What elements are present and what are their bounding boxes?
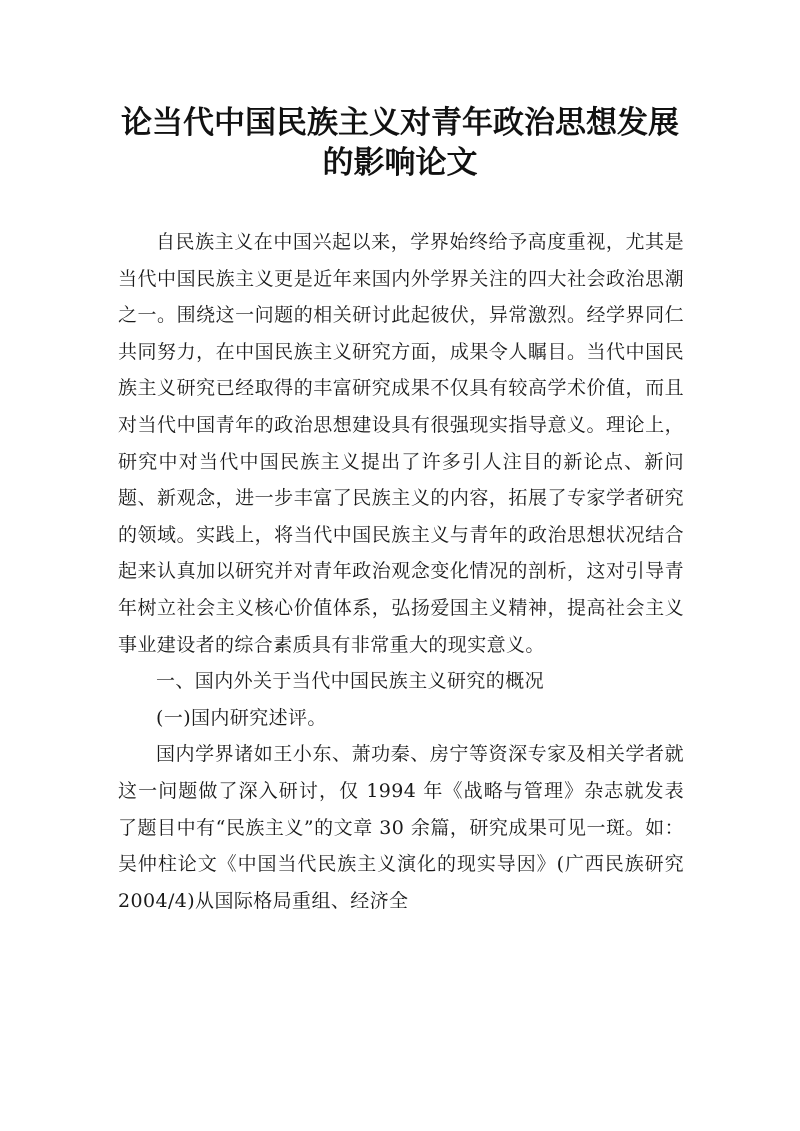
section-heading-1: 一、国内外关于当代中国民族主义研究的概况 bbox=[156, 670, 545, 693]
document-title: 论当代中国民族主义对青年政治思想发展 bbox=[121, 105, 679, 141]
document-title-continued: 的影响论文 bbox=[322, 145, 478, 181]
subsection-heading-1: (一)国内研究述评。 bbox=[156, 706, 327, 729]
document-body bbox=[118, 224, 684, 919]
paragraph-intro: 自民族主义在中国兴起以来，学界始终给予高度重视，尤其是当代中国民族主义更是近年来国内外学界关注的四大社会政治思潮之一。围绕这一问题的相关研讨此起彼伏，异常激烈。经学界同仁共同努力，在中国民族主义研究方面，成果令人瞩目。当代中国民族主义研究已经取得的丰富研究成果不仅具有较高学术价值，而且对当代中国青年的政治思想建设具有很强现实指导意义。理论上，研究中对当代中国民族主义提出了许多引人注目的新论点、新问题、新观念，进一步丰富了民族主义的内容，拓展了专家学者研究的领域。实践上，将当代中国民族主义与青年的政治思想状况结合起来认真加以研究并对青年政治观念变化情况的剖析，这对引导青年树立社会主义核心价值体系，弘扬爱国主义精神，提高社会主义事业建设者的综合素质具有非常重大的现实意义。 bbox=[118, 231, 684, 656]
paragraph-domestic-research: 国内学界诸如王小东、萧功秦、房宁等资深专家及相关学者就这一问题做了深入研讨，仅 1994 年《战略与管理》杂志就发表了题目中有“民族主义”的文章 30 余篇，研究成果可见一斑。如：吴仲柱论文《中国当代民族主义演化的现实导因》(广西民族研究 2004/4)从国际格局重组、经济全 bbox=[118, 743, 684, 912]
